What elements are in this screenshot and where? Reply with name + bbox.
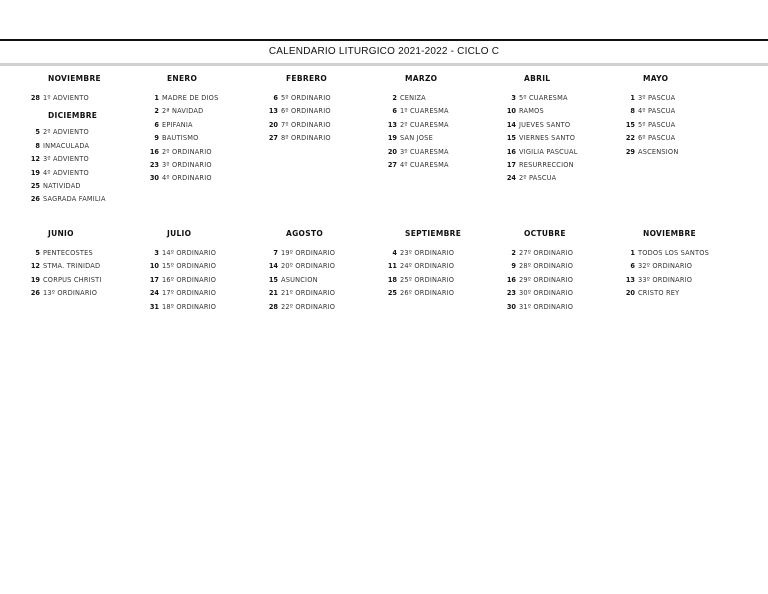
entry-day: 31: [149, 302, 159, 311]
entry-label: 19º ORDINARIO: [281, 249, 336, 257]
calendar-entry: [20, 155, 140, 167]
entry-label: 18º ORDINARIO: [162, 302, 217, 311]
entry-day: 23: [149, 161, 159, 169]
entry-day: 16: [506, 275, 516, 284]
entry-label: PENTECOSTES: [43, 249, 93, 257]
entry-day: 10: [506, 107, 516, 116]
entry-day: 1: [630, 249, 635, 257]
entry-day: 9: [154, 134, 159, 143]
entry-day: 12: [30, 262, 40, 271]
entry-label: EPIFANIA: [162, 120, 193, 129]
entry-day: 23: [506, 289, 516, 298]
calendar-title: CALENDARIO LITURGICO 2021-2022 - CICLO C: [268, 46, 500, 57]
entry-day: 8: [630, 107, 635, 116]
entry-label: 8º ORDINARIO: [281, 134, 331, 143]
entry-label: 33º ORDINARIO: [638, 275, 693, 284]
entry-label: ASCENSION: [638, 147, 679, 156]
entry-day: 15: [268, 275, 278, 284]
entry-label: 2º ORDINARIO: [162, 147, 212, 156]
calendar-entry: [20, 249, 140, 261]
month-name: JULIO: [167, 229, 192, 238]
entry-label: 16º ORDINARIO: [162, 275, 217, 284]
month-name: ENERO: [167, 74, 198, 83]
entry-day: 3: [154, 249, 159, 257]
entry-day: 6: [154, 120, 159, 129]
entry-day: 30: [506, 302, 516, 311]
calendar-entry: [377, 121, 497, 133]
entry-day: 19: [387, 134, 397, 143]
calendar-entry: [496, 276, 616, 288]
month-name: JUNIO: [48, 229, 74, 238]
entry-day: 24: [149, 289, 159, 298]
entry-day: 7: [273, 249, 278, 257]
entry-label: SAGRADA FAMILIA: [43, 195, 106, 204]
calendar-entry: [377, 134, 497, 146]
entry-day: 20: [625, 289, 635, 298]
calendar-entry: [20, 128, 140, 140]
entry-label: 7º ORDINARIO: [281, 120, 331, 129]
entry-day: 2: [154, 107, 159, 116]
entry-day: 19: [30, 275, 40, 284]
entry-label: 5º ORDINARIO: [281, 94, 331, 102]
calendar-entry: [615, 121, 735, 133]
month-name: MARZO: [405, 74, 438, 83]
calendar-entry: [258, 134, 378, 146]
entry-day: 17: [149, 275, 159, 284]
month-name: OCTUBRE: [524, 229, 566, 238]
calendar-entry: [139, 249, 259, 261]
calendar-entry: [139, 107, 259, 119]
entry-day: 20: [268, 120, 278, 129]
calendar-entry: [139, 289, 259, 301]
entry-label: 23º ORDINARIO: [400, 249, 455, 257]
calendar-entry: [496, 94, 616, 106]
calendar-entry: [496, 134, 616, 146]
month-name: NOVIEMBRE: [48, 74, 101, 83]
entry-label: 30º ORDINARIO: [519, 289, 574, 298]
entry-label: MADRE DE DIOS: [162, 94, 219, 102]
entry-label: 2º PASCUA: [519, 174, 557, 183]
calendar-entry: [377, 262, 497, 274]
entry-label: 1º ADVIENTO: [43, 94, 89, 102]
calendar-entry: [139, 134, 259, 146]
calendar-entry: [496, 303, 616, 315]
calendar-entry: [615, 148, 735, 160]
month-name: FEBRERO: [286, 74, 328, 83]
calendar-entry: [139, 121, 259, 133]
entry-day: 8: [35, 141, 40, 150]
entry-label: 17º ORDINARIO: [162, 289, 217, 298]
entry-day: 25: [30, 182, 40, 190]
entry-label: 2ª NAVIDAD: [162, 107, 204, 116]
calendar-entry: [20, 94, 140, 106]
entry-day: 19: [30, 168, 40, 177]
entry-label: 6º ORDINARIO: [281, 107, 331, 116]
title-underline: [0, 63, 768, 66]
entry-day: 10: [149, 262, 159, 271]
calendar-entry: [258, 262, 378, 274]
calendar-entry: [615, 134, 735, 146]
entry-label: STMA. TRINIDAD: [43, 262, 101, 271]
entry-label: 14º ORDINARIO: [162, 249, 217, 257]
calendar-entry: [139, 161, 259, 173]
entry-label: 2º ADVIENTO: [43, 128, 89, 137]
calendar-entry: [615, 107, 735, 119]
entry-day: 30: [149, 174, 159, 183]
entry-label: 21º ORDINARIO: [281, 289, 336, 298]
calendar-entry: [20, 195, 140, 207]
top-rule: [0, 39, 768, 41]
entry-day: 1: [630, 94, 635, 102]
entry-label: 15º ORDINARIO: [162, 262, 217, 271]
entry-label: 29º ORDINARIO: [519, 275, 574, 284]
calendar-entry: [377, 276, 497, 288]
calendar-entry: [20, 276, 140, 288]
entry-day: 27: [387, 161, 397, 169]
entry-label: RAMOS: [519, 107, 544, 116]
month-name: DICIEMBRE: [48, 111, 98, 121]
calendar-entry: [496, 249, 616, 261]
month-name: AGOSTO: [286, 229, 324, 238]
entry-label: 20º ORDINARIO: [281, 262, 336, 271]
entry-day: 3: [511, 94, 516, 102]
entry-day: 12: [30, 155, 40, 164]
calendar-entry: [139, 276, 259, 288]
calendar-entry: [139, 94, 259, 106]
calendar-entry: [377, 107, 497, 119]
calendar-entry: [139, 174, 259, 186]
entry-day: 16: [149, 147, 159, 156]
entry-day: 25: [387, 289, 397, 298]
entry-label: BAUTISMO: [162, 134, 199, 143]
calendar-entry: [258, 107, 378, 119]
calendar-entry: [258, 249, 378, 261]
entry-day: 15: [625, 120, 635, 129]
entry-day: 26: [30, 195, 40, 204]
entry-label: 3º PASCUA: [638, 94, 676, 102]
calendar-entry: [496, 107, 616, 119]
entry-day: 24: [506, 174, 516, 183]
entry-day: 2: [511, 249, 516, 257]
calendar-entry: [496, 148, 616, 160]
entry-day: 13: [625, 275, 635, 284]
calendar-entry: [20, 262, 140, 274]
entry-label: VIGILIA PASCUAL: [519, 147, 578, 156]
calendar-entry: [20, 289, 140, 301]
entry-label: 3º ORDINARIO: [162, 161, 212, 169]
entry-day: 13: [268, 107, 278, 116]
entry-label: SAN JOSE: [400, 134, 433, 143]
entry-label: 4º CUARESMA: [400, 161, 449, 169]
entry-day: 22: [625, 134, 635, 143]
entry-day: 18: [387, 275, 397, 284]
entry-day: 2: [392, 94, 397, 102]
calendar-entry: [377, 148, 497, 160]
entry-day: 11: [387, 262, 397, 271]
entry-day: 5: [35, 128, 40, 137]
entry-day: 4: [392, 249, 397, 257]
calendar-entry: [615, 94, 735, 106]
calendar-entry: [496, 174, 616, 186]
entry-day: 29: [625, 147, 635, 156]
calendar-entry: [258, 121, 378, 133]
entry-day: 15: [506, 134, 516, 143]
calendar-entry: [377, 94, 497, 106]
calendar-entry: [377, 289, 497, 301]
entry-label: TODOS LOS SANTOS: [638, 249, 710, 257]
calendar-entry: [496, 262, 616, 274]
calendar-entry: [139, 148, 259, 160]
entry-label: 3º CUARESMA: [400, 147, 449, 156]
calendar-entry: [496, 161, 616, 173]
entry-label: NATIVIDAD: [43, 182, 81, 190]
calendar-entry: [377, 161, 497, 173]
calendar-entry: [258, 289, 378, 301]
calendar-entry: [258, 276, 378, 288]
entry-day: 28: [30, 94, 40, 102]
calendar-entry: [139, 262, 259, 274]
entry-label: 4º ADVIENTO: [43, 168, 89, 177]
entry-label: 1º CUARESMA: [400, 107, 449, 116]
entry-label: 2º CUARESMA: [400, 120, 449, 129]
entry-label: 5º CUARESMA: [519, 94, 568, 102]
entry-label: 27º ORDINARIO: [519, 249, 574, 257]
entry-label: JUEVES SANTO: [519, 120, 571, 129]
calendar-entry: [496, 289, 616, 301]
entry-label: 5º PASCUA: [638, 120, 676, 129]
entry-label: 28º ORDINARIO: [519, 262, 574, 271]
entry-label: 3º ADVIENTO: [43, 155, 89, 164]
entry-label: 13º ORDINARIO: [43, 289, 98, 298]
entry-day: 1: [154, 94, 159, 102]
entry-label: 4º ORDINARIO: [162, 174, 212, 183]
entry-day: 21: [268, 289, 278, 298]
entry-day: 16: [506, 147, 516, 156]
entry-label: 6º PASCUA: [638, 134, 676, 143]
calendar-entry: [139, 303, 259, 315]
entry-label: CORPUS CHRISTI: [43, 275, 102, 284]
entry-day: 5: [35, 249, 40, 257]
entry-label: 25º ORDINARIO: [400, 275, 455, 284]
entry-day: 17: [506, 161, 516, 169]
month-name: MAYO: [643, 74, 669, 83]
entry-day: 9: [511, 262, 516, 271]
entry-day: 6: [273, 94, 278, 102]
calendar-entry: [615, 262, 735, 274]
entry-label: ASUNCION: [281, 275, 318, 284]
calendar-entry: [258, 303, 378, 315]
entry-label: 24º ORDINARIO: [400, 262, 455, 271]
entry-day: 26: [30, 289, 40, 298]
calendar-entry: [615, 276, 735, 288]
month-name: SEPTIEMBRE: [405, 229, 462, 238]
entry-day: 28: [268, 302, 278, 311]
entry-day: 14: [268, 262, 278, 271]
month-name: ABRIL: [524, 74, 551, 83]
entry-day: 6: [630, 262, 635, 271]
entry-label: RESURRECCION: [519, 161, 574, 169]
entry-label: 31º ORDINARIO: [519, 302, 574, 311]
month-name: NOVIEMBRE: [643, 229, 696, 238]
calendar-entry: [615, 289, 735, 301]
entry-label: 32º ORDINARIO: [638, 262, 693, 271]
entry-label: VIERNES SANTO: [519, 134, 576, 143]
entry-day: 27: [268, 134, 278, 143]
entry-day: 14: [506, 120, 516, 129]
calendar-entry: [496, 121, 616, 133]
calendar-entry: [615, 249, 735, 261]
calendar-entry: [258, 94, 378, 106]
calendar-entry: [20, 169, 140, 181]
entry-day: 6: [392, 107, 397, 116]
calendar-entry: [20, 142, 140, 154]
entry-label: 26º ORDINARIO: [400, 289, 455, 298]
entry-label: 22º ORDINARIO: [281, 302, 336, 311]
entry-label: CENIZA: [400, 94, 426, 102]
entry-label: INMACULADA: [43, 141, 90, 150]
calendar-entry: [377, 249, 497, 261]
entry-label: 4º PASCUA: [638, 107, 676, 116]
entry-day: 13: [387, 120, 397, 129]
entry-day: 20: [387, 147, 397, 156]
calendar-entry: [20, 182, 140, 194]
entry-label: CRISTO REY: [638, 289, 680, 298]
